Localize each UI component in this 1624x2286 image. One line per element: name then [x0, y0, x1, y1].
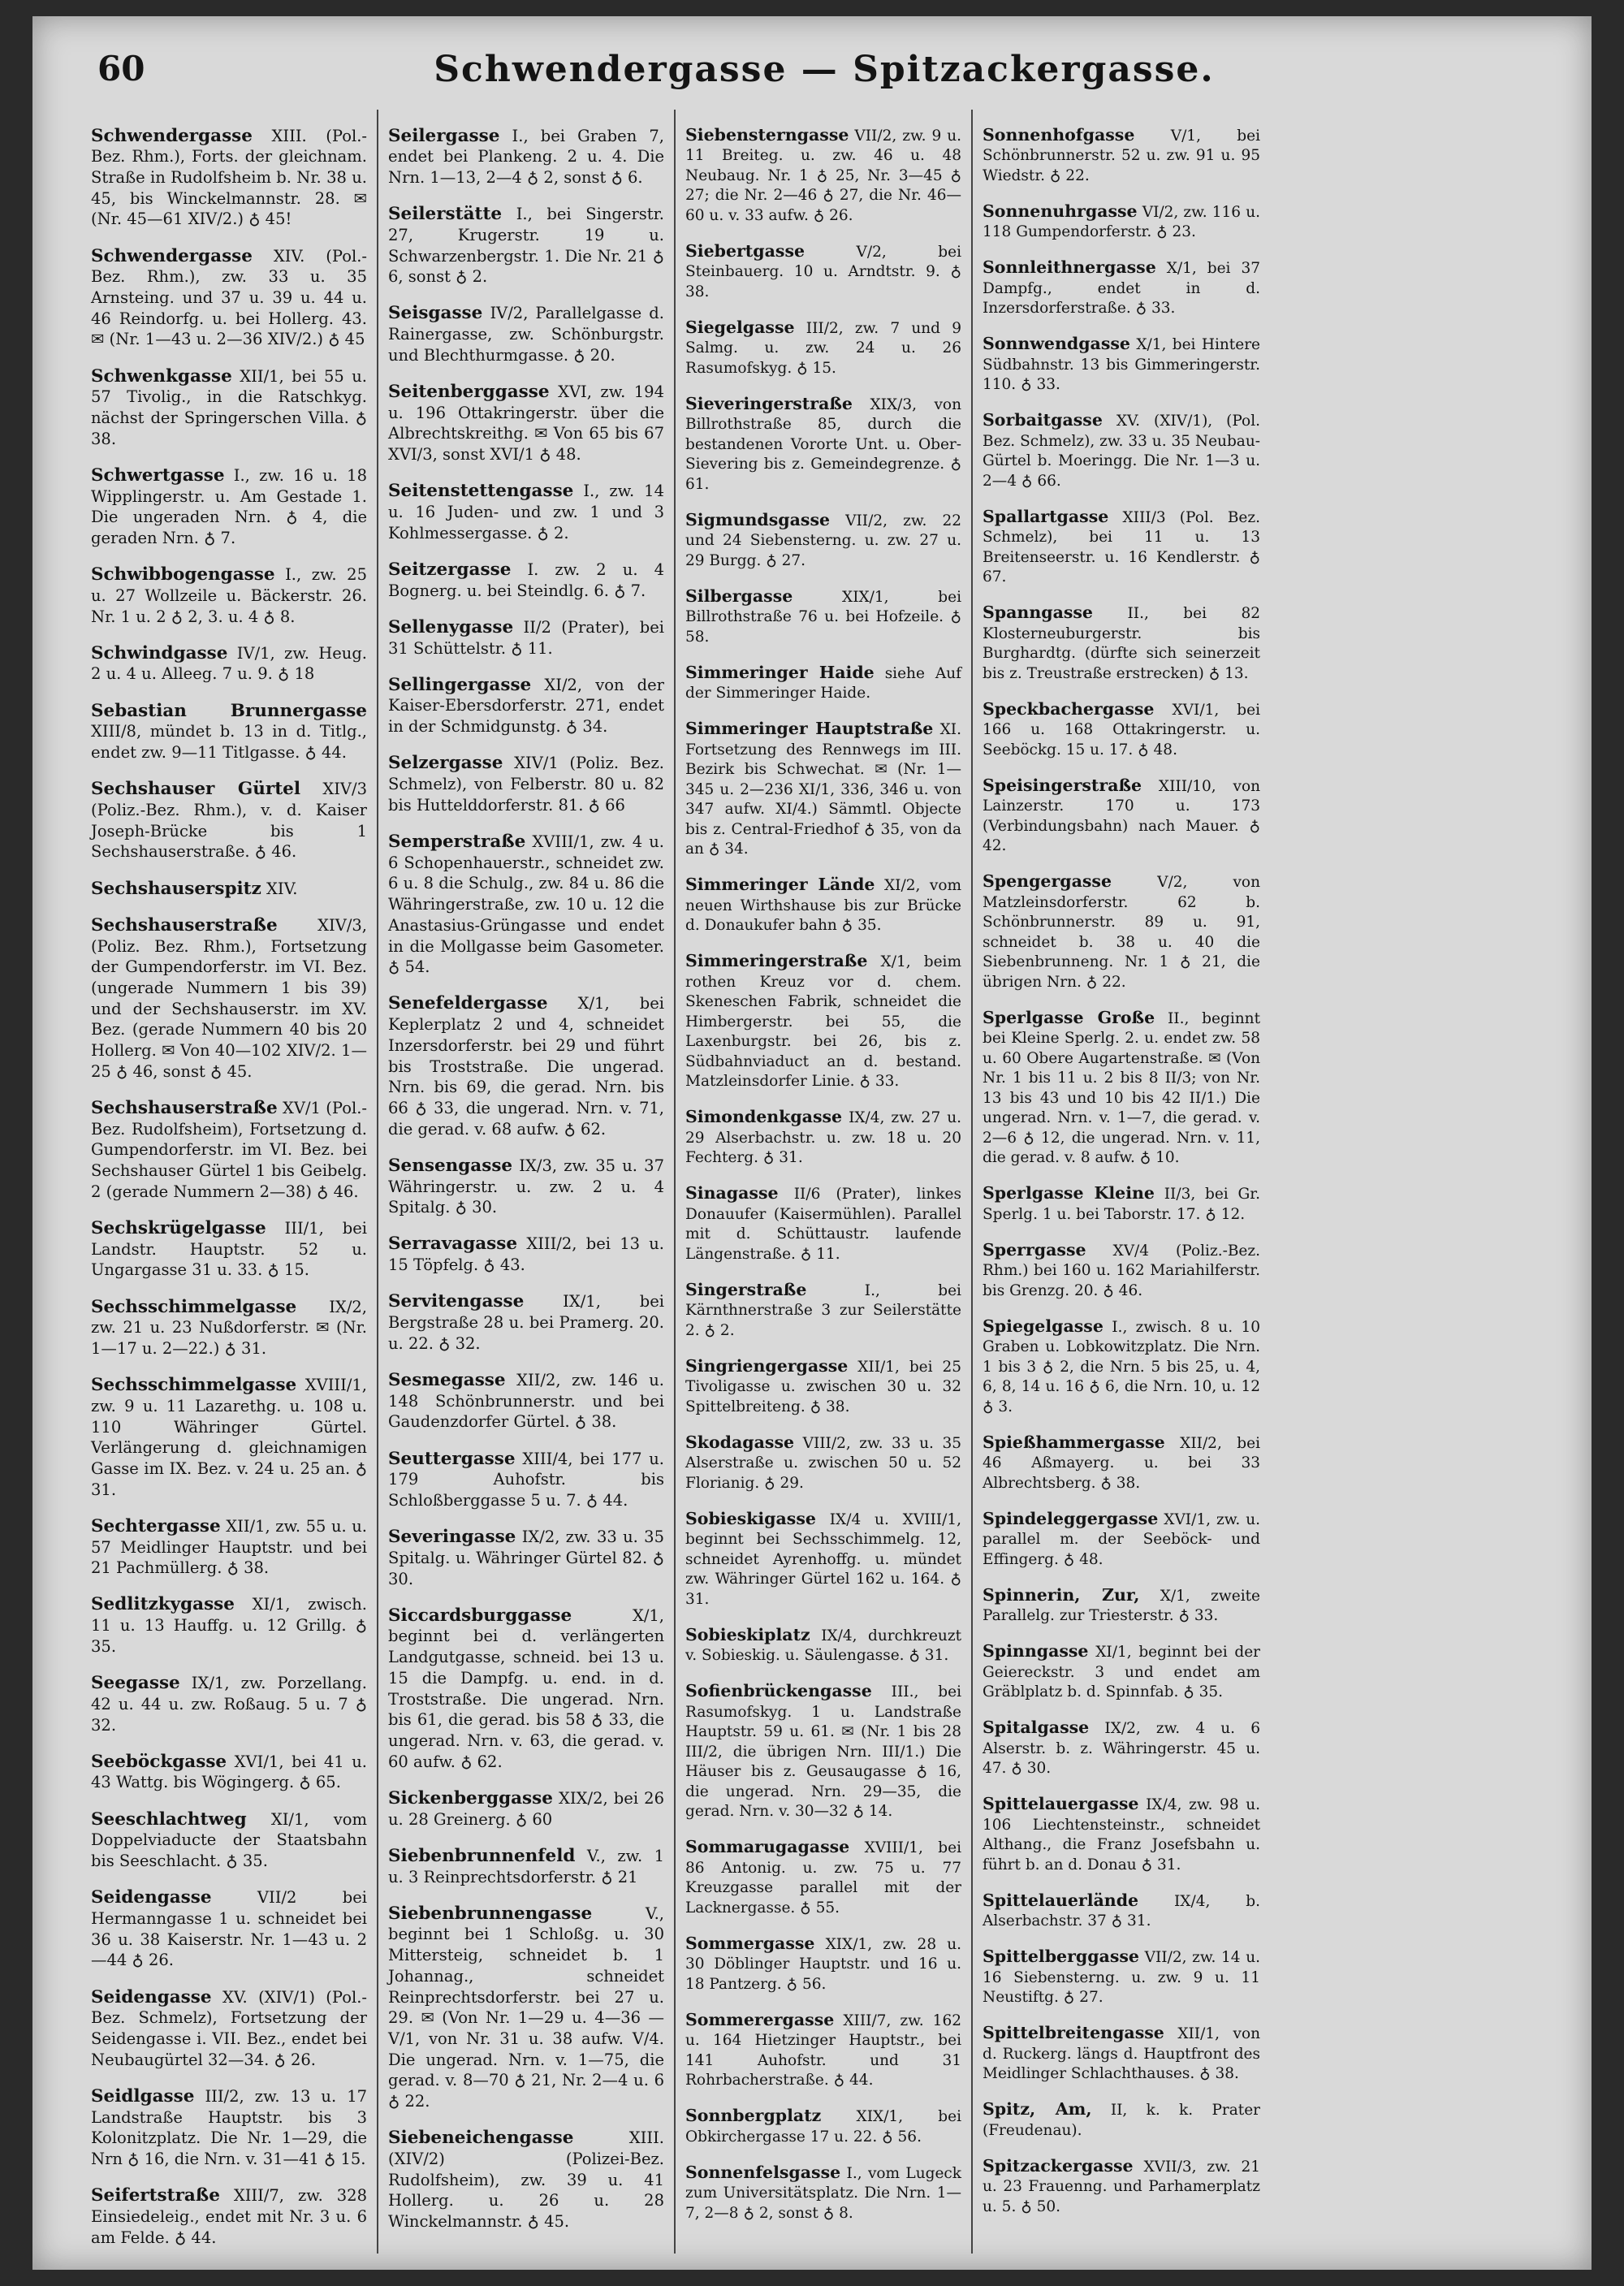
street-entry — [685, 719, 961, 860]
street-name: Seilergasse — [388, 125, 500, 146]
street-name: Sechshauserspitz — [91, 878, 261, 899]
street-entry — [983, 1891, 1260, 1932]
street-entry — [983, 1316, 1260, 1418]
street-name: Singriengergasse — [685, 1355, 849, 1376]
street-name: Sobieskigasse — [685, 1508, 816, 1528]
street-description: XVI/1, zw. u. parallel m. der Seeböck- und Effingerg. ♁ 48. — [983, 1510, 1261, 1568]
street-name: Sechtergasse — [91, 1515, 221, 1536]
street-name: Schwenkgasse — [91, 365, 232, 387]
street-entry — [983, 257, 1260, 319]
street-name: Sedlitzkygasse — [91, 1594, 235, 1615]
street-description: XIV/1 (Poliz. Bez. Schmelz), von Felberstr. 80 u. 82 bis Huttelddorferstr. 81. ♁ 66 — [388, 754, 665, 815]
street-entry — [91, 1098, 367, 1203]
street-description: VII/2, zw. 9 u. 11 Breiteg. u. zw. 46 u. 48 Neubaug. Nr. 1 ♁ 25, Nr. 3—45 ♁ 27; die Nr. 2—46 ♁ 27, die Nr. 46—60 u. v. 33 aufw. ♁ 26. — [685, 127, 961, 224]
street-entry — [685, 2010, 961, 2091]
street-entry — [91, 701, 367, 763]
street-description: XIX/1, bei Billrothstraße 76 u. bei Hofzeile. ♁ 58. — [685, 588, 961, 646]
street-entry — [91, 564, 367, 627]
street-description: II/2 (Prater), bei 31 Schüttelstr. ♁ 11. — [388, 617, 664, 658]
street-name: Schwertgasse — [91, 465, 225, 486]
street-description: XVIII/1, bei 86 Antonig. u. zw. 75 u. 77 Kreuzgasse parallel mit der Lacknergasse. ♁ 55. — [685, 1839, 961, 1917]
street-entry — [685, 394, 961, 495]
street-name: Sechshauser Gürtel — [91, 779, 301, 800]
street-entry — [388, 481, 664, 543]
street-name: Seifertstraße — [91, 2185, 220, 2206]
column-4 — [973, 110, 1270, 2254]
street-entry — [685, 1837, 961, 1918]
street-name: Severingasse — [388, 1527, 516, 1548]
street-description: XIX/1, bei Obkirchergasse 17 u. 22. ♁ 56. — [685, 2108, 961, 2146]
street-name: Sommarugagasse — [685, 1837, 850, 1856]
street-description: XV. (XIV/1) (Pol.-Bez. Schmelz), Fortsetzung der Seidengasse i. VII. Bez., endet bei Neubaugürtel 32—34. ♁ 26. — [91, 1987, 367, 2069]
street-name: Singerstraße — [685, 1279, 807, 1299]
street-name: Siebenbrunnengasse — [388, 1903, 593, 1924]
street-name: Spindeleggergasse — [983, 1508, 1159, 1528]
street-entry — [685, 875, 961, 936]
street-entry — [983, 2099, 1260, 2141]
street-entry — [685, 2163, 961, 2224]
street-entry — [983, 1718, 1260, 1779]
street-name: Seidengasse — [91, 1887, 212, 1908]
street-name: Sperlgasse Kleine — [983, 1183, 1155, 1203]
street-entry — [983, 201, 1260, 243]
street-name: Simmeringerstraße — [685, 951, 868, 970]
directory-columns — [81, 110, 1567, 2254]
street-description: XIII/2, bei 13 u. 15 Töpfelg. ♁ 43. — [388, 1234, 664, 1275]
street-entry — [685, 1681, 961, 1822]
street-name: Spittelauerlände — [983, 1890, 1139, 1910]
street-description: X/1, bei 37 Dampfg., endet in d. Inzersdorferstraße. ♁ 33. — [983, 260, 1260, 317]
street-entry — [388, 382, 664, 465]
street-description: XIII. (Pol.-Bez. Rhm.), Forts. der gleichnam. Straße in Rudolfsheim b. Nr. 38 u. 45, bis Winckelmannstr. 28. ✉ (Nr. 45—61 XIV/2.) ♁ 45! — [91, 126, 368, 229]
street-description: I., bei Kärnthnerstraße 3 zur Seilerstätte 2. ♁ 2. — [685, 1281, 961, 1339]
street-name: Skodagasse — [685, 1432, 795, 1452]
street-description: IX/4, b. Alserbachstr. 37 ♁ 31. — [983, 1892, 1260, 1929]
street-name: Simmeringer Lände — [685, 875, 875, 894]
street-entry — [388, 126, 664, 188]
street-entry — [388, 753, 664, 815]
street-description: V/2, bei Steinbauerg. 10 u. Arndtstr. 9. ♁ 38. — [685, 243, 961, 300]
street-name: Sofienbrückengasse — [685, 1681, 872, 1700]
street-entry — [388, 993, 664, 1139]
street-description: I., zwisch. 8 u. 10 Graben u. Lobkowitzplatz. Die Nrn. 1 bis 3 ♁ 2, die Nrn. 5 bis 25, u. 4, 6, 8, 14 u. 16 ♁ 6, die Nrn. 10, u. 12 ♁ 3. — [983, 1318, 1260, 1415]
street-name: Spießhammergasse — [983, 1432, 1165, 1452]
street-entry — [685, 1280, 961, 1342]
street-name: Senefeldergasse — [388, 993, 548, 1014]
street-description: III/2, zw. 7 und 9 Salmg. u. zw. 24 u. 26 Rasumofskyg. ♁ 15. — [685, 319, 961, 377]
street-entry — [983, 871, 1260, 992]
street-name: Spinngasse — [983, 1641, 1089, 1661]
street-name: Serravagasse — [388, 1234, 518, 1255]
street-description: XII/1, bei 55 u. 57 Tivolig., in die Ratschkyg. nächst der Springerschen Villa. ♁ 38. — [91, 366, 367, 448]
street-entry — [983, 410, 1260, 491]
street-description: XIII/3 (Pol. Bez. Schmelz), bei 11 u. 13 Breitenseerstr. u. 16 Kendlerstr. ♁ 67. — [983, 508, 1260, 586]
street-description: XI. Fortsetzung des Rennwegs im III. Bezirk bis Schwechat. ✉ (Nr. 1—345 u. 2—236 XI/1, 336, 346 u. von 347 aufw. XI/4.) Sämmtl. Objecte bis z. Central-Friedhof ♁ 35, von da an ♁ 34. — [685, 721, 961, 858]
street-entry — [91, 1375, 367, 1500]
street-entry — [91, 1809, 367, 1872]
street-name: Sechskrügelgasse — [91, 1217, 266, 1238]
street-name: Sonnwendgasse — [983, 334, 1130, 353]
street-description: IX/2, zw. 4 u. 6 Alserstr. b. z. Währingerstr. 45 u. 47. ♁ 30. — [983, 1720, 1260, 1777]
street-name: Sebastian Brunnergasse — [91, 700, 367, 721]
page-header — [89, 41, 1559, 97]
street-entry — [91, 366, 367, 450]
street-description: XIX/1, zw. 28 u. 30 Döblinger Hauptstr. und 16 u. 18 Pantzerg. ♁ 56. — [685, 1935, 961, 1993]
street-name: Siegelgasse — [685, 317, 795, 337]
street-entry — [91, 1218, 367, 1281]
street-name: Simmeringer Hauptstraße — [685, 719, 934, 738]
street-entry — [685, 510, 961, 572]
street-name: Speckbachergasse — [983, 698, 1155, 719]
street-description: XVI, zw. 194 u. 196 Ottakringerstr. über die Albrechtskreithg. ✉ Von 65 bis 67 XVI/3, sonst XVI/1 ♁ 48. — [388, 382, 664, 465]
street-description: I., bei Singerstr. 27, Krugerstr. 19 u. Schwarzenbergstr. 1. Die Nr. 21 ♁ 6, sonst ♁ 2. — [388, 205, 664, 287]
street-name: Sickenberggasse — [388, 1787, 553, 1808]
street-entry — [685, 241, 961, 303]
street-entry — [91, 879, 367, 900]
street-name: Sonnenhofgasse — [983, 124, 1135, 145]
street-description: II., beginnt bei Kleine Sperlg. 2. u. endet zw. 58 u. 60 Obere Augartenstraße. ✉ (Von Nr. 1 bis 11 u. 2 bis 8 II/3; von Nr. 13 bis 43 und 10 bis 42 II/1.) Die ungerad. Nrn. v. 1—7, die gerad. v. 2—6 ♁ 12, die ungerad. Nrn. v. 11, die gerad. v. 8 aufw. ♁ 10. — [983, 1009, 1260, 1166]
street-name: Sellenygasse — [388, 616, 514, 637]
street-name: Seitenstettengasse — [388, 481, 574, 502]
street-description: XVIII/1, zw. 4 u. 6 Schopenhauerstr., schneidet zw. 6 u. 8 die Schulg., zw. 84 u. 86 die Währingerstraße, zw. 10 u. 12 die Anastasius-Grüngasse und endet in die Mollgasse beim Gasometer. ♁ 54. — [388, 832, 664, 977]
street-entry — [388, 2128, 664, 2232]
street-entry — [685, 663, 961, 704]
street-entry — [91, 643, 367, 685]
street-description: XI/1, vom Doppelviaducte der Staatsbahn bis Seeschlacht. ♁ 35. — [91, 1809, 367, 1871]
street-entry — [388, 1449, 664, 1511]
street-description: XI/2, vom neuen Wirthshause bis zur Brücke d. Donaukufer bahn ♁ 35. — [685, 877, 961, 934]
street-description: siehe Auf der Simmeringer Haide. — [685, 664, 961, 702]
street-entry — [91, 1987, 367, 2071]
street-description: XI/1, zwisch. 11 u. 13 Hauffg. u. 12 Grillg. ♁ 35. — [91, 1595, 367, 1656]
street-description: XIX/3, von Billrothstraße 85, durch die bestandenen Vororte Unt. u. Ober-Sievering bis z. Gemeindegrenze. ♁ 61. — [685, 395, 961, 493]
directory-page — [32, 16, 1592, 2270]
street-description: I., zw. 25 u. 27 Wollzeile u. Bäckerstr. 26. Nr. 1 u. 2 ♁ 2, 3. u. 4 ♁ 8. — [91, 565, 367, 626]
street-name: Sommergasse — [685, 1933, 815, 1953]
street-name: Spengergasse — [983, 871, 1112, 891]
street-name: Sonnenuhrgasse — [983, 201, 1138, 221]
street-name: Schwendergasse — [91, 245, 253, 266]
street-description: V/1, bei Schönbrunnerstr. 52 u. zw. 91 u. 95 Wiedstr. ♁ 22. — [983, 127, 1260, 184]
street-description: IX/1, bei Bergstraße 28 u. bei Pramerg. 20. u. 22. ♁ 32. — [388, 1292, 664, 1353]
street-description: XIV. (Pol.-Bez. Rhm.), zw. 33 u. 35 Arnsteing. und 37 u. 39 u. 44 u. 46 Reindorfg. u. bei Hollerg. 43. ✉ (Nr. 1—43 u. 2—36 XIV/2.) ♁ 45 — [91, 246, 367, 349]
street-name: Spiegelgasse — [983, 1316, 1104, 1336]
street-name: Silbergasse — [685, 586, 793, 606]
street-description: X/1, beginnt bei d. verlängerten Landgutgasse, schneid. bei 13 u. 15 die Dampfg. u. end. in d. Troststraße. Die ungerad. Nrn. bis 61, die gerad. bis 58 ♁ 33, die ungerad. Nrn. v. 63, die gerad. v. 60 aufw. ♁ 62. — [388, 1605, 664, 1771]
street-entry — [983, 1585, 1260, 1627]
street-entry — [91, 1297, 367, 1359]
street-description: IV/2, Parallelgasse d. Rainergasse, zw. Schönburgstr. und Blechthurmgasse. ♁ 20. — [388, 304, 664, 365]
street-name: Sinagasse — [685, 1183, 779, 1203]
street-entry — [388, 832, 664, 978]
column-2 — [378, 110, 676, 2254]
street-description: X/1, bei Hintere Südbahnstr. 13 bis Gimmeringerstr. 110. ♁ 33. — [983, 336, 1260, 393]
street-description: IV/1, zw. Heug. 2 u. 4 u. Alleeg. 7 u. 9. ♁ 18 — [91, 643, 368, 684]
street-entry — [983, 1433, 1260, 1494]
street-name: Siebertgasse — [685, 240, 806, 261]
street-description: IX/2, zw. 21 u. 23 Nußdorferstr. ✉ (Nr. 1—17 u. 2—22.) ♁ 31. — [91, 1297, 367, 1358]
street-entry — [91, 246, 367, 351]
street-entry — [388, 1156, 664, 1218]
street-entry — [388, 617, 664, 659]
street-name: Seitzergasse — [388, 559, 512, 580]
street-entry — [91, 2086, 367, 2170]
page-number: 60 — [97, 49, 145, 89]
street-name: Spitalgasse — [983, 1718, 1090, 1737]
street-name: Speisingerstraße — [983, 775, 1142, 795]
street-entry — [91, 2185, 367, 2248]
street-name: Schwibbogengasse — [91, 564, 275, 586]
street-name: Spinnerin, Zur, — [983, 1584, 1140, 1605]
street-description: X/1, bei Keplerplatz 2 und 4, schneidet Inzersdorferstr. bei 29 und führt bis Troststraße. Die ungerad. Nrn. bis 69, die gerad. Nrn. bis 66 ♁ 33, die ungerad. Nrn. v. 71, die gerad. v. 68 aufw. ♁ 62. — [388, 994, 665, 1139]
street-entry — [983, 1008, 1260, 1169]
street-description: XI/1, beginnt bei der Geiereckstr. 3 und endet am Gräblplatz b. d. Spinnfab. ♁ 35. — [983, 1644, 1260, 1700]
street-entry — [685, 2106, 961, 2147]
street-description: XII/1, von d. Ruckerg. längs d. Hauptfront des Meidlinger Schlachthauses. ♁ 38. — [983, 2025, 1260, 2082]
street-description: XIII/7, zw. 162 u. 164 Hietzinger Hauptstr., bei 141 Auhofstr. und 31 Rohrbacherstraße. ♁ 44. — [685, 2012, 961, 2089]
street-entry — [685, 1934, 961, 1995]
street-description: VIII/2, zw. 33 u. 35 Alserstraße u. zwischen 50 u. 52 Florianig. ♁ 29. — [685, 1434, 961, 1492]
street-name: Seuttergasse — [388, 1448, 516, 1469]
street-description: XII/2, zw. 146 u. 148 Schönbrunnerstr. und bei Gaudenzdorfer Gürtel. ♁ 38. — [388, 1370, 664, 1432]
street-name: Servitengasse — [388, 1291, 525, 1312]
street-name: Siebeneichengasse — [388, 2128, 574, 2149]
street-entry — [983, 1947, 1260, 2008]
street-entry — [91, 1673, 367, 1735]
street-name: Spallartgasse — [983, 506, 1109, 526]
street-name: Simmeringer Haide — [685, 662, 875, 682]
street-name: Sigmundsgasse — [685, 509, 831, 529]
street-entry — [388, 1370, 664, 1433]
street-name: Sechshauserstraße — [91, 1097, 278, 1118]
street-name: Seeschlachtweg — [91, 1808, 247, 1830]
street-entry — [685, 586, 961, 648]
street-description: XVI/1, bei 166 u. 168 Ottakringerstr. u. Seeböckg. 15 u. 17. ♁ 48. — [983, 701, 1260, 758]
street-name: Spitz, Am, — [983, 2099, 1092, 2119]
street-entry — [388, 1904, 664, 2112]
street-entry — [685, 1509, 961, 1610]
street-description: X/1, zweite Parallelg. zur Triesterstr. ♁ 33. — [983, 1587, 1260, 1624]
street-description: III/2, zw. 13 u. 17 Landstraße Hauptstr. bis 3 Kolonitzplatz. Die Nr. 1—29, die Nrn ♁ 16, die Nrn. v. 31—41 ♁ 15. — [91, 2086, 368, 2168]
street-entry — [91, 1594, 367, 1657]
street-name: Seidlgasse — [91, 2085, 195, 2107]
street-entry — [983, 2156, 1260, 2218]
street-name: Seidengasse — [91, 1986, 212, 2007]
street-description: XIII/10, von Lainzerstr. 170 u. 173 (Verbindungsbahn) nach Mauer. ♁ 42. — [983, 777, 1260, 854]
street-name: Sieveringerstraße — [685, 393, 853, 413]
street-name: Sechshauserstraße — [91, 914, 278, 936]
street-name: Sesmegasse — [388, 1369, 506, 1390]
street-description: III., bei Rasumofskyg. 1 u. Landstraße Hauptstr. 59 u. 61. ✉ (Nr. 1 bis 28 III/2, die übrigen Nrn. III/1.) Die Häuser bis z. Geusaugasse ♁ 16, die ungerad. Nrn. 29—35, die gerad. Nrn. v. 30—32 ♁ 14. — [685, 1683, 961, 1820]
street-description: II/3, bei Gr. Sperlg. 1 u. bei Taborstr. 17. ♁ 12. — [983, 1186, 1260, 1223]
street-entry — [388, 204, 664, 287]
street-description: XIII. (XIV/2) (Polizei-Bez. Rudolfsheim), zw. 39 u. 41 Hollerg. u. 26 u. 28 Winckelmannstr. ♁ 45. — [388, 2128, 664, 2232]
street-description: VI/2, zw. 116 u. 118 Gumpendorferstr. ♁ 23. — [983, 203, 1260, 240]
street-entry — [983, 1240, 1260, 1302]
street-description: XIV/3, (Poliz. Bez. Rhm.), Fortsetzung der Gumpendorferstr. im VI. Bez. (ungerade Nummern 1 bis 39) und der Sechshauserstr. im XV. Bez. (gerade Nummern 40 bis 20 Hollerg. ✉ Von 40—102 XIV/2. 1—25 ♁ 46, sonst ♁ 45. — [91, 915, 367, 1081]
street-entry — [91, 465, 367, 549]
street-entry — [388, 1788, 664, 1830]
street-description: IX/2, zw. 33 u. 35 Spitalg. u. Währinger Gürtel 82. ♁ 30. — [388, 1528, 664, 1588]
street-entry — [685, 1356, 961, 1418]
street-entry — [983, 125, 1260, 187]
street-description: VII/2 bei Hermanngasse 1 u. schneidet bei 36 u. 38 Kaiserstr. Nr. 1—43 u. 2—44 ♁ 26. — [91, 1888, 367, 1970]
street-description: IX/4, zw. 27 u. 29 Alserbachstr. u. zw. 18 u. 20 Fechterg. ♁ 31. — [685, 1109, 961, 1166]
street-description: IX/4 u. XVIII/1, beginnt bei Sechsschimmelg. 12, schneidet Ayrenhoffg. u. mündet zw. Währinger Gürtel 162 u. 164. ♁ 31. — [685, 1510, 961, 1608]
street-name: Seitenberggasse — [388, 382, 550, 403]
street-name: Seeböckgasse — [91, 1751, 227, 1772]
street-entry — [983, 699, 1260, 761]
street-description: I., bei Graben 7, endet bei Plankeng. 2 u. 4. Die Nrn. 1—13, 2—4 ♁ 2, sonst ♁ 6. — [388, 126, 665, 187]
street-entry — [388, 1234, 664, 1275]
street-entry — [983, 507, 1260, 588]
street-description: V/2, von Matzleinsdorferstr. 62 b. Schönbrunnerstr. 89 u. 91, schneidet b. 38 u. 40 die Siebenbrunneng. Nr. 1 ♁ 21, die übrigen Nrn. ♁ 22. — [983, 874, 1260, 991]
street-description: XI/2, von der Kaiser-Ebersdorferstr. 271, endet in der Schmidgunstg. ♁ 34. — [388, 675, 664, 737]
street-entry — [388, 1846, 664, 1887]
street-name: Seisgasse — [388, 303, 483, 324]
street-entry — [388, 560, 664, 601]
running-title: Schwendergasse — Spitzackergasse. — [434, 49, 1215, 90]
street-description: XV. (XIV/1), (Pol. Bez. Schmelz), zw. 33 u. 35 Neubau-Gürtel b. Moeringg. Die Nr. 1—3 u. 2—4 ♁ 66. — [983, 413, 1260, 490]
street-entry — [91, 1752, 367, 1793]
street-description: XIV. — [266, 879, 298, 898]
street-name: Selzergasse — [388, 753, 503, 774]
street-description: XV/4 (Poliz.-Bez. Rhm.) bei 160 u. 162 Mariahilferstr. bis Grenzg. 20. ♁ 46. — [983, 1242, 1260, 1299]
street-description: I. zw. 2 u. 4 Bognerg. u. bei Steindlg. 6. ♁ 7. — [388, 560, 664, 600]
street-name: Siebenbrunnenfeld — [388, 1845, 576, 1866]
street-entry — [91, 1516, 367, 1579]
street-entry — [685, 951, 961, 1092]
street-entry — [685, 1433, 961, 1494]
street-entry — [388, 1605, 664, 1773]
street-description: XVII/3, zw. 21 u. 23 Frauenng. und Parhamerplatz u. 5. ♁ 50. — [983, 2158, 1260, 2215]
street-description: XII/1, zw. 55 u. u. 57 Meidlinger Hauptstr. und bei 21 Pachmüllerg. ♁ 38. — [91, 1516, 367, 1578]
street-name: Sorbaitgasse — [983, 410, 1103, 430]
street-description: X/1, beim rothen Kreuz vor d. chem. Skeneschen Fabrik, schneidet die Himbergerstr. bei 55, die Laxenburgstr. bei 26, bis z. Südbahnviaduct an d. bestand. Matzleinsdorfer Linie. ♁ 33. — [685, 953, 961, 1090]
street-name: Sonnbergplatz — [685, 2106, 822, 2125]
street-entry — [983, 1641, 1260, 1703]
street-description: VII/2, zw. 14 u. 16 Siebensterng. u. zw. 9 u. 11 Neustiftg. ♁ 27. — [983, 1949, 1260, 2006]
street-entry — [388, 303, 664, 365]
street-description: IX/3, zw. 35 u. 37 Währingerstr. u. zw. 2 u. 4 Spitalg. ♁ 30. — [388, 1156, 664, 1217]
street-name: Sonnenfelsgasse — [685, 2162, 841, 2182]
street-description: XV/1 (Pol.-Bez. Rudolfsheim), Fortsetzung d. Gumpendorferstr. im VI. Bez. bei Sechshauser Gürtel 1 bis Geibelg. 2 (gerade Nummern 2—38) ♁ 46. — [91, 1098, 368, 1201]
street-entry — [91, 126, 367, 231]
street-description: XIII/7, zw. 328 Einsiedeleig., endet mit Nr. 3 u. 6 am Felde. ♁ 44. — [91, 2186, 367, 2247]
street-description: XIX/2, bei 26 u. 28 Greinerg. ♁ 60 — [388, 1788, 664, 1829]
street-name: Sechsschimmelgasse — [91, 1375, 297, 1396]
street-name: Sommerergasse — [685, 2009, 835, 2029]
street-description: IX/4, durchkreuzt v. Sobieskig. u. Säulengasse. ♁ 31. — [685, 1627, 961, 1664]
street-entry — [685, 1107, 961, 1169]
street-description: XVI/1, bei 41 u. 43 Wattg. bis Wögingerg. ♁ 65. — [91, 1752, 367, 1792]
street-entry — [91, 915, 367, 1083]
street-name: Sonnleithnergasse — [983, 257, 1156, 277]
street-name: Schwendergasse — [91, 125, 253, 146]
street-name: Sperlgasse Große — [983, 1007, 1155, 1027]
street-description: V., zw. 1 u. 3 Reinprechtsdorferstr. ♁ 21 — [388, 1846, 664, 1886]
street-description: II., bei 82 Klosterneuburgerstr. bis Burghardtg. (dürfte sich seinerzeit bis z. Treustraße erstrecken) ♁ 13. — [983, 605, 1260, 682]
street-name: Spittelbreitengasse — [983, 2023, 1164, 2042]
street-name: Spitzackergasse — [983, 2155, 1134, 2176]
street-entry — [91, 779, 367, 862]
street-entry — [983, 1183, 1260, 1225]
street-name: Sechsschimmelgasse — [91, 1296, 297, 1317]
street-entry — [685, 1183, 961, 1264]
street-description: XIV/3 (Poliz.-Bez. Rhm.), v. d. Kaiser Joseph-Brücke bis 1 Sechshauserstraße. ♁ 46. — [91, 780, 367, 862]
street-entry — [983, 1794, 1260, 1875]
column-1 — [81, 110, 378, 2254]
street-entry — [685, 125, 961, 227]
street-entry — [388, 1291, 664, 1354]
street-entry — [983, 2023, 1260, 2085]
street-name: Sperrgasse — [983, 1239, 1086, 1260]
street-name: Spittelauergasse — [983, 1794, 1139, 1813]
street-description: XIII/4, bei 177 u. 179 Auhofstr. bis Schloßberggasse 5 u. 7. ♁ 44. — [388, 1449, 665, 1510]
street-name: Semperstraße — [388, 831, 526, 852]
street-name: Spittelberggasse — [983, 1947, 1139, 1966]
street-entry — [983, 1509, 1260, 1571]
street-description: XIII/8, mündet b. 13 in d. Titlg., endet zw. 9—11 Titlgasse. ♁ 44. — [91, 722, 367, 763]
street-entry — [983, 603, 1260, 684]
street-name: Seilerstätte — [388, 204, 503, 225]
street-description: II, k. k. Prater (Freudenau). — [983, 2102, 1260, 2139]
street-name: Spanngasse — [983, 603, 1093, 622]
street-description: II/6 (Prater), linkes Donauufer (Kaisermühlen). Parallel mit d. Schüttaustr. laufende Längenstraße. ♁ 11. — [685, 1186, 961, 1263]
street-entry — [983, 776, 1260, 857]
street-name: Simondenkgasse — [685, 1107, 843, 1126]
street-name: Sensengasse — [388, 1155, 513, 1176]
street-name: Siebensterngasse — [685, 124, 849, 145]
street-description: IX/4, zw. 98 u. 106 Liechtensteinstr., schneidet Althang., die Franz Josefsbahn u. führt b. an d. Donau ♁ 31. — [983, 1796, 1260, 1873]
street-entry — [685, 318, 961, 379]
street-name: Sobieskiplatz — [685, 1624, 810, 1644]
street-description: XII/1, bei 25 Tivoligasse u. zwischen 30 u. 32 Spittelbreiteng. ♁ 38. — [685, 1358, 961, 1415]
street-entry — [685, 1625, 961, 1666]
street-description: V., beginnt bei 1 Schloßg. u. 30 Mittersteig, schneidet b. 1 Johannag., schneidet Reinprechtsdorferstr. bei 27 u. 29. ✉ (Von Nr. 1—29 u. 4—36 — V/1, von Nr. 31 u. 38 aufw. V/4. Die ungerad. Nrn. v. 1—75, die gerad. v. 8—70 ♁ 21, Nr. 2—4 u. 6 ♁ 22. — [388, 1904, 664, 2111]
street-description: I., zw. 16 u. 18 Wipplingerstr. u. Am Gestade 1. Die ungeraden Nrn. ♁ 4, die geraden Nrn. ♁ 7. — [91, 465, 367, 547]
street-name: Siccardsburggasse — [388, 1605, 572, 1626]
street-name: Schwindgasse — [91, 642, 228, 663]
street-description: I., vom Lugeck zum Universitätsplatz. Die Nrn. 1—7, 2—8 ♁ 2, sonst ♁ 8. — [685, 2164, 961, 2222]
street-entry — [983, 334, 1260, 395]
street-description: VII/2, zw. 22 und 24 Siebensterng. u. zw. 27 u. 29 Burgg. ♁ 27. — [685, 512, 961, 569]
street-entry — [388, 675, 664, 737]
street-description: I., zw. 14 u. 16 Juden- und zw. 1 und 3 Kohlmessergasse. ♁ 2. — [388, 482, 664, 542]
column-3 — [676, 110, 973, 2254]
street-entry — [388, 1527, 664, 1589]
street-description: IX/1, zw. Porzellang. 42 u. 44 u. zw. Roßaug. 5 u. 7 ♁ 32. — [91, 1674, 367, 1735]
street-description: XII/2, bei 46 Aßmayerg. u. bei 33 Albrechtsberg. ♁ 38. — [983, 1434, 1260, 1492]
street-description: III/1, bei Landstr. Hauptstr. 52 u. Ungargasse 31 u. 33. ♁ 15. — [91, 1218, 367, 1280]
street-name: Seegasse — [91, 1673, 180, 1694]
street-description: XVIII/1, zw. 9 u. 11 Lazarethg. u. 108 u. 110 Währinger Gürtel. Verlängerung d. gleichnamigen Gasse im IX. Bez. v. 24 u. 25 an. ♁ 31. — [91, 1376, 367, 1499]
street-name: Sellingergasse — [388, 674, 532, 695]
street-entry — [91, 1887, 367, 1971]
